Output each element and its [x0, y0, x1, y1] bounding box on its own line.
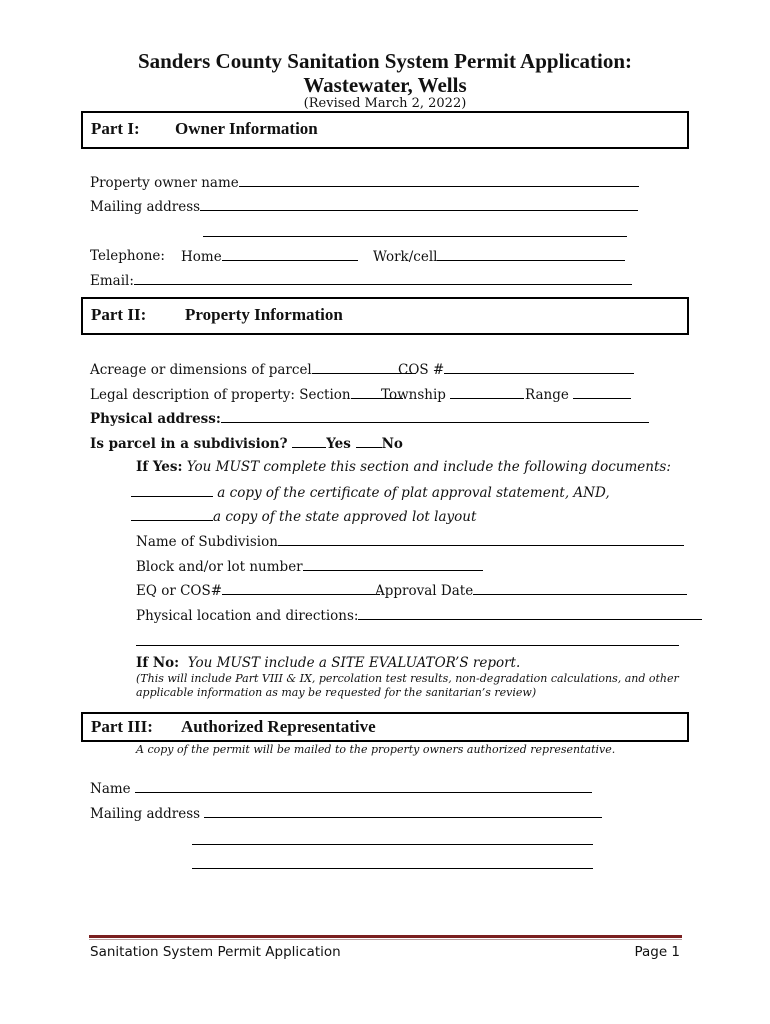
location-row: [136, 607, 702, 624]
mailing-address-field-2[interactable]: [203, 236, 627, 237]
doc1-row: [131, 484, 610, 501]
rep-name-label: Name: [90, 781, 131, 797]
footer-rule-shadow: [89, 939, 682, 940]
block-lot-field[interactable]: [303, 558, 483, 571]
rep-name-row: [90, 780, 592, 797]
subdivision-name-field[interactable]: [278, 533, 684, 546]
mailing-address-row: [90, 198, 638, 215]
subdivision-yes-label: Yes: [326, 436, 351, 452]
footer-document-name: Sanitation System Permit Application: [90, 944, 341, 960]
block-lot-row: [136, 558, 483, 575]
cos-label: COS #: [398, 362, 445, 378]
owner-name-field[interactable]: [239, 174, 639, 187]
range-label: Range: [525, 387, 569, 403]
rep-mailing-label: Mailing address: [90, 806, 201, 822]
acreage-row: [90, 361, 416, 378]
legal-section-label: Legal description of property: Section: [90, 387, 351, 403]
physical-address-label: Physical address:: [90, 411, 221, 427]
if-yes-instructions: You MUST complete this section and include the following documents:: [186, 459, 671, 475]
email-row: [90, 272, 632, 289]
title-line-1: Sanders County Sanitation System Permit Application:: [137, 49, 633, 73]
township-label: Township: [381, 387, 446, 403]
range-field[interactable]: [573, 386, 631, 399]
physical-address-field[interactable]: [221, 410, 649, 423]
if-yes-label: If Yes:: [136, 459, 183, 475]
location-label: Physical location and directions:: [136, 608, 359, 624]
eq-cos-row: [136, 582, 380, 599]
location-field-2[interactable]: [136, 645, 679, 646]
if-no-note-2: applicable information as may be requested for the sanitarian’s review): [136, 686, 537, 699]
rep-mailing-row: [90, 805, 602, 822]
subdivision-question-row: [90, 435, 403, 452]
part2-number: Part II:: [91, 305, 147, 324]
mailing-address-field[interactable]: [200, 198, 638, 211]
part3-header-box: [81, 712, 689, 742]
part1-header-box: [81, 111, 689, 149]
subdivision-question: Is parcel in a subdivision?: [90, 436, 288, 452]
email-field[interactable]: [134, 272, 632, 285]
mailing-address-label: Mailing address: [90, 199, 201, 215]
location-field[interactable]: [358, 607, 702, 620]
if-no-row: [136, 655, 520, 671]
cos-field[interactable]: [444, 361, 634, 374]
work-phone-row: [373, 248, 625, 265]
approval-date-label: Approval Date: [375, 583, 474, 599]
subdivision-name-label: Name of Subdivision: [136, 534, 278, 550]
email-label: Email:: [90, 273, 134, 289]
doc2-row: [131, 508, 476, 525]
block-lot-label: Block and/or lot number: [136, 559, 303, 575]
footer-page-number: Page 1: [634, 944, 680, 960]
part3-heading: Authorized Representative: [181, 717, 376, 736]
part2-heading: Property Information: [185, 305, 343, 324]
owner-name-label: Property owner name: [90, 175, 239, 191]
owner-name-row: [90, 174, 639, 191]
doc1-label: a copy of the certificate of plat approval statement, AND,: [217, 485, 610, 501]
home-phone-field[interactable]: [222, 248, 358, 261]
work-phone-label: Work/cell: [373, 249, 438, 265]
subdivision-no-label: No: [381, 436, 403, 452]
home-phone-row: [181, 248, 358, 265]
rep-mailing-field-3[interactable]: [192, 868, 593, 869]
subdivision-yes-field[interactable]: [292, 435, 326, 448]
township-row: [381, 386, 524, 403]
subdivision-name-row: [136, 533, 684, 550]
acreage-label: Acreage or dimensions of parcel: [90, 362, 312, 378]
telephone-label: Telephone:: [90, 248, 165, 264]
if-no-note-1: (This will include Part VIII & IX, percolation test results, non-degradation calculations, and other: [136, 672, 679, 685]
rep-mailing-field-2[interactable]: [192, 844, 593, 845]
cos-row: [398, 361, 634, 378]
part1-heading: Owner Information: [175, 119, 318, 138]
rep-name-field[interactable]: [135, 780, 592, 793]
part3-number: Part III:: [91, 717, 153, 736]
footer-rule: [89, 935, 682, 938]
eq-cos-label: EQ or COS#: [136, 583, 223, 599]
title-line-2: Wastewater, Wells: [303, 73, 467, 97]
legal-description-row: [90, 386, 403, 403]
township-field[interactable]: [450, 386, 524, 399]
doc2-label: a copy of the state approved lot layout: [213, 509, 477, 525]
physical-address-row: [90, 410, 649, 427]
doc1-check-field[interactable]: [131, 484, 213, 497]
if-no-label: If No:: [136, 655, 180, 671]
revised-date: (Revised March 2, 2022): [303, 96, 467, 111]
approval-date-field[interactable]: [473, 582, 687, 595]
work-phone-field[interactable]: [437, 248, 625, 261]
if-no-instructions: You MUST include a SITE EVALUATOR’S report.: [187, 655, 521, 671]
if-yes-row: [136, 459, 671, 475]
part2-header-box: [81, 297, 689, 335]
doc2-check-field[interactable]: [131, 508, 213, 521]
part3-note: A copy of the permit will be mailed to the property owners authorized representative.: [136, 743, 616, 756]
part1-number: Part I:: [91, 119, 140, 138]
rep-mailing-field[interactable]: [204, 805, 602, 818]
range-row: [525, 386, 631, 403]
subdivision-no-field[interactable]: [356, 435, 382, 448]
home-phone-label: Home: [181, 249, 222, 265]
approval-date-row: [375, 582, 687, 599]
eq-cos-field[interactable]: [222, 582, 380, 595]
